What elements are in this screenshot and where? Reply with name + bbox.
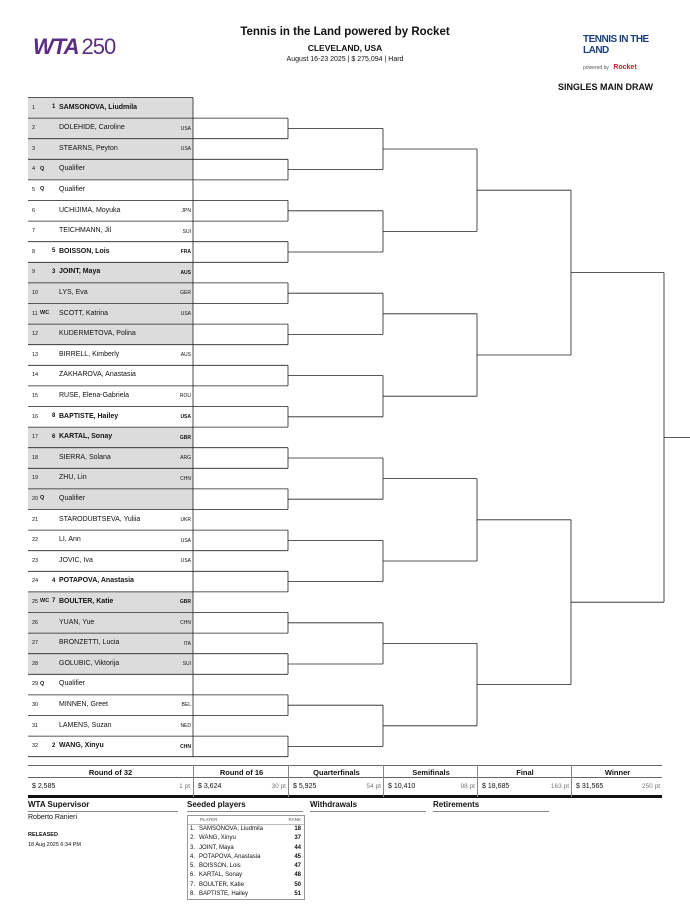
seeded-underline [187, 811, 303, 812]
seed-table-rank-header: RANK [288, 817, 301, 822]
round-prize: $ 31,565 [576, 783, 604, 790]
player-entry-tag: WC [40, 598, 50, 605]
player-name: LI, Ann [59, 536, 81, 544]
player-draw-number: 19 [32, 475, 39, 482]
player-country: BEL [181, 702, 191, 709]
round-name: Final [516, 768, 534, 777]
player-country: USA [180, 558, 191, 565]
player-country: GER [180, 290, 191, 297]
player-name: LYS, Eva [59, 288, 88, 296]
seed-player-name: WANG, Xinyu [199, 835, 236, 842]
player-country: CHN [180, 475, 191, 482]
player-draw-number: 21 [32, 516, 39, 523]
player-name: JOINT, Maya [59, 268, 101, 276]
player-country: GBR [179, 599, 191, 606]
player-draw-number: 27 [32, 640, 39, 647]
player-seed: 1 [52, 104, 56, 110]
seed-player-name: POTAPOVA, Anastasia [199, 853, 261, 860]
player-entry-tag: Q [40, 165, 45, 172]
round-name: Winner [604, 768, 631, 777]
round-prize: $ 3,624 [198, 783, 222, 790]
round-cell [193, 765, 289, 797]
wta-logo-number: 250 [81, 34, 116, 59]
seed-table-header [188, 816, 304, 825]
retirements-underline [433, 811, 549, 812]
supervisor-label: WTA Supervisor [28, 800, 90, 809]
player-name: RUSE, Elena-Gabriela [59, 391, 130, 399]
player-name: POTAPOVA, Anastasia [59, 577, 134, 585]
round-points: 1 pt [179, 783, 190, 790]
tournament-title: Tennis in the Land powered by Rocket [240, 26, 450, 38]
seeded-players-label: Seeded players [187, 800, 246, 809]
player-name: Qualifier [59, 185, 86, 193]
player-draw-number: 6 [32, 207, 36, 214]
player-draw-number: 31 [32, 722, 39, 729]
player-country: UKR [180, 517, 191, 523]
seed-index: 2. [190, 835, 196, 842]
round-cell [477, 765, 572, 797]
player-draw-number: 29 [32, 681, 39, 688]
player-name: SAMSONOVA, Liudmila [59, 103, 138, 111]
player-name: Qualifier [59, 680, 86, 688]
player-name: SCOTT, Katrina [59, 309, 109, 317]
seeded-players-table [187, 815, 305, 900]
seed-player-name: BOISSON, Lois [199, 863, 241, 870]
seed-player-name: BAPTISTE, Hailey [199, 891, 249, 898]
seed-rank: 48 [294, 872, 301, 879]
draw-title: SINGLES MAIN DRAW [557, 82, 653, 92]
player-draw-number: 14 [32, 372, 39, 379]
player-name: Qualifier [59, 165, 86, 173]
player-draw-number: 12 [32, 331, 39, 338]
player-name: JOVIC, Iva [59, 556, 93, 564]
round-prize: $ 18,685 [482, 783, 510, 790]
retirements-label: Retirements [433, 800, 480, 809]
round-prize: $ 2,585 [32, 783, 56, 790]
player-country: AUS [180, 269, 191, 276]
player-draw-number: 16 [32, 413, 39, 420]
player-draw-number: 20 [32, 495, 39, 502]
player-draw-number: 17 [32, 434, 39, 441]
player-seed: 7 [52, 598, 56, 605]
player-draw-number: 9 [32, 269, 36, 276]
released-timestamp: 18 Aug 2025 6:34 PM [28, 842, 81, 848]
seed-table-player-header: PLAYER [200, 817, 218, 822]
seed-row [188, 825, 304, 834]
round-points: 30 pt [271, 783, 286, 790]
player-draw-number: 23 [32, 557, 39, 564]
round-prize: $ 10,410 [388, 783, 416, 790]
seed-rank: 44 [294, 844, 301, 851]
round-name: Round of 32 [88, 768, 133, 777]
player-name: LAMENS, Suzan [59, 721, 112, 729]
player-name: BRONZETTI, Lucia [59, 639, 120, 647]
round-points: 163 pt [550, 783, 569, 790]
player-country: ITA [183, 640, 191, 647]
withdrawals-label: Withdrawals [310, 800, 358, 809]
player-draw-number: 26 [32, 619, 39, 626]
player-seed: 4 [52, 577, 56, 584]
player-country: USA [180, 146, 191, 153]
tournament-dates: August 16-23 2025 | $ 275,094 | Hard [286, 56, 404, 63]
seed-rank: 45 [294, 853, 301, 860]
seed-row [188, 853, 304, 862]
seed-row [188, 871, 304, 880]
tournament-city: CLEVELAND, USA [307, 43, 383, 53]
player-country: GBR [179, 434, 191, 441]
round-points: 98 pt [460, 783, 475, 790]
round-prize: $ 5,925 [293, 783, 317, 790]
player-draw-number: 22 [32, 537, 39, 544]
withdrawals-underline [310, 811, 426, 812]
player-name: KUDERMETOVA, Polina [59, 330, 136, 338]
seed-rank: 37 [294, 835, 301, 842]
player-entry-tag: Q [40, 186, 45, 193]
player-seed: 5 [52, 248, 56, 255]
player-name: YUAN, Yue [59, 618, 95, 626]
player-seed: 3 [52, 268, 56, 275]
player-country: SUI [182, 228, 191, 235]
player-draw-number: 28 [32, 660, 39, 667]
player-country: SUI [182, 661, 191, 668]
player-name: BOULTER, Katie [59, 597, 114, 605]
player-draw-number: 10 [32, 289, 39, 296]
player-country: ROU [179, 393, 191, 400]
player-name: STARODUBTSEVA, Yuliia [59, 515, 141, 523]
player-entry-tag: Q [40, 680, 45, 687]
seed-index: 6. [190, 872, 196, 879]
round-cell [571, 765, 663, 797]
seed-index: 7. [190, 881, 196, 888]
rounds-table [28, 765, 662, 797]
seed-row [188, 890, 304, 899]
seed-row [188, 881, 304, 890]
round-cell [288, 765, 384, 797]
player-name: TEICHMANN, Jil [59, 227, 112, 235]
player-name: STEARNS, Peyton [59, 144, 118, 152]
player-country: USA [180, 414, 191, 420]
seed-index: 3. [190, 844, 196, 851]
player-country: USA [180, 125, 191, 132]
seed-rank: 50 [294, 881, 301, 888]
player-name: GOLUBIC, Viktorija [59, 659, 120, 667]
player-draw-number: 15 [32, 392, 39, 399]
player-seed: 2 [52, 742, 56, 749]
player-name: WANG, Xinyu [59, 742, 104, 750]
player-draw-number: 3 [32, 145, 36, 152]
seed-index: 4. [190, 853, 196, 860]
player-entry-tag: WC [40, 310, 50, 316]
player-country: ARG [180, 455, 191, 462]
player-draw-number: 7 [32, 228, 36, 235]
player-country: JPN [181, 208, 191, 214]
player-draw-number: 24 [32, 578, 39, 585]
round-name: Round of 16 [219, 768, 264, 777]
seed-row [188, 844, 304, 853]
seed-rank: 51 [294, 891, 301, 898]
seed-table-body [188, 825, 304, 899]
round-name: Semifinals [412, 768, 450, 777]
player-draw-number: 1 [32, 104, 36, 111]
seed-player-name: SAMSONOVA, Liudmila [199, 826, 263, 832]
player-country: CHN [180, 620, 191, 626]
seed-rank: 18 [294, 826, 301, 832]
player-name: ZAKHAROVA, Anastasia [59, 371, 136, 379]
player-country: FRA [180, 249, 191, 256]
player-draw-number: 18 [32, 454, 39, 461]
wta-logo-text: WTA [33, 34, 79, 59]
player-draw-number: 2 [32, 125, 36, 132]
player-draw-number: 5 [32, 186, 36, 193]
round-points: 54 pt [366, 783, 381, 790]
player-country: CHN [180, 743, 191, 750]
player-name: BAPTISTE, Hailey [59, 412, 119, 420]
seed-player-name: JOINT, Maya [199, 844, 234, 851]
seed-player-name: BOULTER, Katie [199, 881, 244, 888]
player-draw-number: 32 [32, 743, 39, 750]
player-draw-number: 25 [32, 598, 39, 605]
seed-player-name: KARTAL, Sonay [199, 872, 243, 879]
round-cell [383, 765, 478, 797]
supervisor-name: Roberto Ranieri [28, 814, 78, 821]
player-country: USA [180, 311, 191, 317]
player-name: KARTAL, Sonay [59, 433, 113, 441]
player-name: UCHIJIMA, Moyuka [59, 206, 121, 214]
seed-rank: 47 [294, 863, 301, 870]
round-cell [28, 765, 193, 797]
player-seed: 8 [52, 413, 56, 419]
player-country: NED [180, 723, 191, 729]
player-draw-number: 4 [32, 166, 36, 173]
round-name: Quarterfinals [313, 768, 360, 777]
player-name: ZHU, Lin [59, 474, 87, 482]
seed-index: 8. [190, 891, 196, 898]
player-draw-number: 13 [32, 351, 39, 358]
player-entry-tag: Q [40, 495, 45, 502]
sponsor-logo-mid: powered by [583, 65, 609, 71]
player-seed: 6 [52, 433, 56, 440]
player-name: DOLEHIDE, Caroline [59, 124, 125, 132]
player-country: USA [180, 537, 191, 544]
seed-index: 1. [190, 826, 196, 832]
player-name: Qualifier [59, 494, 86, 502]
seed-row [188, 834, 304, 843]
player-name: BOISSON, Lois [59, 247, 110, 255]
released-label: RELEASED [28, 832, 58, 838]
player-draw-number: 8 [32, 248, 36, 255]
player-country: AUS [180, 352, 191, 359]
round-points: 250 pt [641, 783, 660, 790]
player-draw-number: 11 [32, 310, 38, 317]
player-name: BIRRELL, Kimberly [59, 350, 120, 358]
supervisor-underline [28, 811, 178, 812]
seed-row [188, 862, 304, 871]
player-name: MINNEN, Greet [59, 700, 109, 708]
player-draw-number: 30 [32, 701, 39, 708]
sponsor-logo-bottom: Rocket [613, 64, 637, 71]
seed-index: 5. [190, 863, 196, 870]
player-name: SIERRA, Solana [59, 453, 111, 461]
sponsor-logo-top: TENNIS IN THE LAND [583, 34, 649, 56]
